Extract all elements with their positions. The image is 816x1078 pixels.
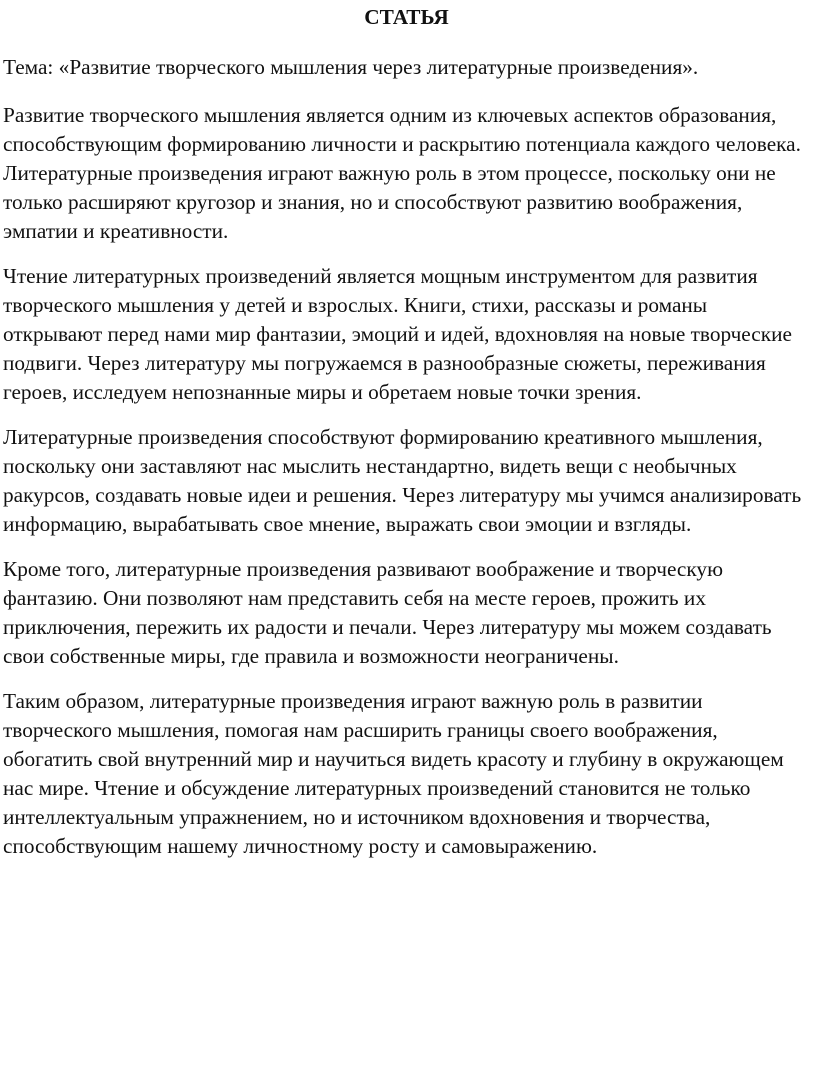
article-title: СТАТЬЯ [364, 5, 449, 29]
article-theme-line: Тема: «Развитие творческого мышления через литературные произведения». [3, 55, 699, 79]
article-paragraph-1: Развитие творческого мышления является одним из ключевых аспектов образования, способствующим формированию личности и раскрытию потенциала каждого человека. Литературные произведения играют важную роль в этом процессе, поскольку они не только расширяют кругозор и знания, но и способствуют развитию воображения, эмпатии и креативности. [3, 103, 801, 243]
article-paragraph-3: Литературные произведения способствуют формированию креативного мышления, поскольку они заставляют нас мыслить нестандартно, видеть вещи с необычных ракурсов, создавать новые идеи и решения. Через литературу мы учимся анализировать информацию, вырабатывать свое мнение, выражать свои эмоции и взгляды. [3, 425, 802, 536]
article-paragraph-4: Кроме того, литературные произведения развивают воображение и творческую фантазию. Они позволяют нам представить себя на месте героев, прожить их приключения, пережить их радости и печали. Через литературу мы можем создавать свои собственные миры, где правила и возможности неограничены. [3, 557, 772, 668]
article-paragraph-5: Таким образом, литературные произведения играют важную роль в развитии творческого мышления, помогая нам расширить границы своего воображения, обогатить свой внутренний мир и научиться видеть красоту и глубину в окружающем нас мире. Чтение и обсуждение литературных произведений становится не только интеллектуальным упражнением, но и источником вдохновения и творчества, способствующим нашему личностному росту и самовыражению. [3, 689, 784, 858]
article-paragraph-2: Чтение литературных произведений является мощным инструментом для развития творческого мышления у детей и взрослых. Книги, стихи, рассказы и романы открывают перед нами мир фантазии, эмоций и идей, вдохновляя на новые творческие подвиги. Через литературу мы погружаемся в разнообразные сюжеты, переживания героев, исследуем непознанные миры и обретаем новые точки зрения. [3, 264, 792, 404]
